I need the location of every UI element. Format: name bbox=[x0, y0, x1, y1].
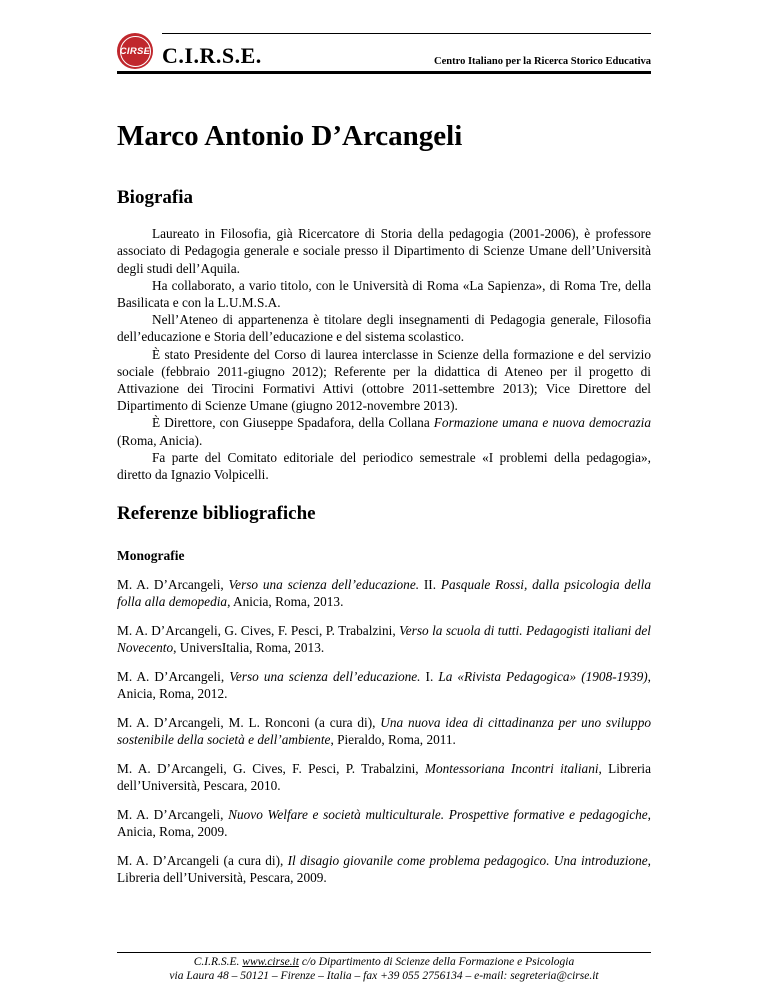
bio-paragraph: Laureato in Filosofia, già Ricercatore di Storia della pedagogia (2001-2006), è professore associato di Pedagogia generale e sociale presso il Dipartimento di Scienze Umane dell’Università degli studi dell’Aquila. bbox=[117, 226, 651, 276]
bio-paragraph: Ha collaborato, a vario titolo, con le Università di Roma «La Sapienza», di Roma Tre, della Basilicata e con la L.U.M.S.A. bbox=[117, 277, 651, 310]
org-name: C.I.R.S.E. bbox=[162, 43, 262, 68]
footer-org-text: C.I.R.S.E. bbox=[193, 956, 243, 968]
biografia-heading: Biografia bbox=[117, 187, 193, 209]
section-biografia bbox=[117, 187, 651, 483]
cirse-logo-text: CIRSE bbox=[119, 45, 151, 57]
bibliography-entry: M. A. D’Arcangeli, M. L. Ronconi (a cura di), Una nuova idea di cittadinanza per uno sviluppo sostenibile della società e dell’ambiente, Pieraldo, Roma, 2011. bbox=[117, 715, 651, 748]
footer-line-1 bbox=[117, 956, 651, 970]
document-footer bbox=[117, 952, 651, 983]
bibliography-entry: M. A. D’Arcangeli, Nuovo Welfare e società multiculturale. Prospettive formative e pedagogiche, Anicia, Roma, 2009. bbox=[117, 807, 651, 840]
cirse-website-link[interactable]: www.cirse.it bbox=[242, 956, 299, 968]
bio-paragraph: È stato Presidente del Corso di laurea interclasse in Scienze della formazione e del servizio sociale (febbraio 2011-giugno 2012); Referente per la didattica di Ateneo per il progetto di Attivazione dei Tirocini Formativi Attivi (ottobre 2011-settembre 2013); Vice Direttore del Dipartimento di Scienze Umane (giugno 2012-novembre 2013). bbox=[117, 346, 651, 414]
footer-line-2: via Laura 48 – 50121 – Firenze – Italia – fax +39 055 2756134 – e-mail: segreteria@cirse.it bbox=[169, 969, 599, 982]
monografie-subheading: Monografie bbox=[117, 548, 185, 564]
referenze-heading: Referenze bibliografiche bbox=[117, 503, 316, 525]
bibliography-entry: M. A. D’Arcangeli, G. Cives, F. Pesci, P. Trabalzini, Verso la scuola di tutti. Pedagogisti italiani del Novecento, UniversItalia, Roma, 2013. bbox=[117, 623, 651, 656]
bio-paragraph: Fa parte del Comitato editoriale del periodico semestrale «I problemi della pedagogia», diretto da Ignazio Volpicelli. bbox=[117, 449, 651, 483]
section-referenze-bibliografiche bbox=[117, 503, 651, 886]
footer-address-text: c/o Dipartimento di Scienze della Formazione e Psicologia bbox=[298, 956, 575, 968]
bibliography-entry: M. A. D’Arcangeli, Verso una scienza dell’educazione. II. Pasquale Rossi, dalla psicologia della folla alla demopedia, Anicia, Roma, 2013. bbox=[117, 577, 651, 610]
bio-paragraph: Nell’Ateneo di appartenenza è titolare degli insegnamenti di Pedagogia generale, Filosofia dell’educazione e Storia dell’educazione e del sistema scolastico. bbox=[117, 312, 651, 345]
org-tagline: Centro Italiano per la Ricerca Storico Educativa bbox=[434, 56, 651, 67]
page-title: Marco Antonio D’Arcangeli bbox=[117, 120, 463, 152]
bibliography-entry: M. A. D’Arcangeli, G. Cives, F. Pesci, P. Trabalzini, Montessoriana Incontri italiani, Libreria dell’Università, Pescara, 2010. bbox=[117, 761, 651, 794]
header-right bbox=[162, 33, 651, 69]
bio-paragraph: È Direttore, con Giuseppe Spadafora, della Collana Formazione umana e nuova democrazia (Roma, Anicia). bbox=[117, 415, 651, 448]
cirse-logo-icon bbox=[117, 33, 153, 69]
bibliography-entry: M. A. D’Arcangeli (a cura di), Il disagio giovanile come problema pedagogico. Una introduzione, Libreria dell’Università, Pescara, 2009. bbox=[117, 853, 651, 886]
bibliography-entry: M. A. D’Arcangeli, Verso una scienza dell’educazione. I. La «Rivista Pedagogica» (1908-1939), Anicia, Roma, 2012. bbox=[117, 669, 651, 702]
document-header bbox=[117, 33, 651, 74]
